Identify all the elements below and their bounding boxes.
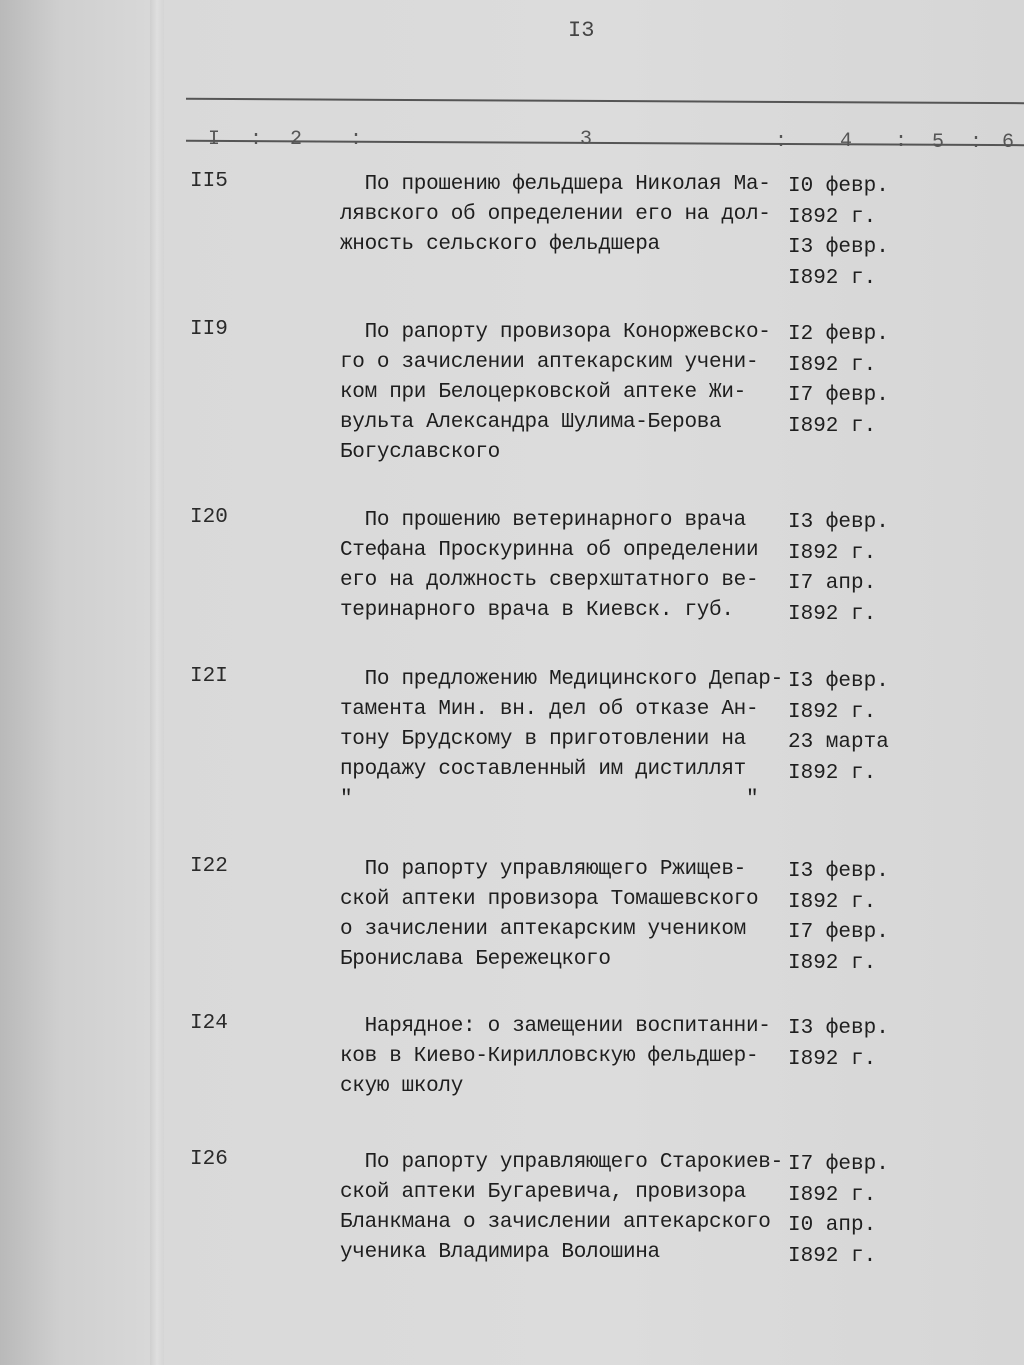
entry-dates	[788, 1014, 889, 1075]
entry-number: I22	[190, 855, 228, 878]
description-line: Бронислава Бережецкого	[340, 948, 611, 971]
entry-number: I2I	[190, 665, 228, 688]
page-number: I3	[568, 18, 595, 43]
column-separator: :	[775, 130, 788, 153]
date-line: I3 февр.	[788, 1017, 889, 1040]
date-line: I3 февр.	[788, 236, 889, 259]
description-line: продажу составленный им дистиллят	[340, 758, 746, 781]
description-line: его на должность сверхштатного ве-	[340, 569, 759, 592]
date-line: I892 г.	[788, 541, 877, 565]
date-line: I892 г.	[788, 1047, 877, 1071]
description-line: тону Брудскому в приготовлении на	[340, 728, 746, 751]
column-separator: :	[350, 128, 363, 151]
date-line: I892 г.	[788, 205, 877, 229]
entry-dates	[788, 172, 889, 294]
date-line: I0 апр.	[788, 1214, 877, 1237]
entry-description	[340, 170, 771, 260]
column-header: 3	[580, 128, 593, 151]
date-line: I7 февр.	[788, 384, 889, 407]
entry-description	[340, 665, 783, 815]
date-line: I7 апр.	[788, 572, 877, 595]
column-separator: :	[970, 131, 983, 154]
description-line: вульта Александра Шулима-Берова	[340, 411, 722, 434]
description-line: Нарядное: о замещении воспитанни-	[340, 1015, 771, 1038]
header-top-rule	[186, 98, 1024, 104]
description-line: " "	[340, 788, 759, 811]
date-line: I892 г.	[788, 1183, 877, 1207]
description-line: ученика Владимира Волошина	[340, 1241, 660, 1264]
description-line: лявского об определении его на дол-	[340, 203, 771, 226]
description-line: По прошению фельдшера Николая Ма-	[340, 173, 771, 196]
column-separator: :	[250, 128, 263, 151]
description-line: ской аптеки Бугаревича, провизора	[340, 1181, 746, 1204]
description-line: ской аптеки провизора Томашевского	[340, 888, 759, 911]
date-line: I892 г.	[788, 890, 877, 914]
description-line: ков в Киево-Кирилловскую фельдшер-	[340, 1045, 759, 1068]
date-line: I892 г.	[788, 414, 877, 438]
description-line: о зачислении аптекарским учеником	[340, 918, 746, 941]
entry-description	[340, 855, 758, 975]
description-line: тамента Мин. вн. дел об отказе Ан-	[340, 698, 759, 721]
date-line: I892 г.	[788, 700, 877, 724]
column-separator: :	[895, 130, 908, 153]
description-line: Стефана Проскуринна об определении	[340, 539, 759, 562]
description-line: По рапорту управляющего Старокиев-	[340, 1151, 783, 1174]
description-line: жность сельского фельдшера	[340, 233, 660, 256]
column-header: I	[208, 128, 221, 151]
entry-dates	[788, 857, 889, 979]
column-header: 4	[840, 130, 853, 153]
description-line: Бланкмана о зачислении аптекарского	[340, 1211, 771, 1234]
date-line: I892 г.	[788, 266, 877, 290]
entry-number: I24	[190, 1012, 228, 1035]
date-line: I0 февр.	[788, 175, 889, 198]
date-line: I3 февр.	[788, 511, 889, 534]
column-header: 2	[290, 128, 303, 151]
date-line: I7 февр.	[788, 1153, 889, 1176]
entry-description	[340, 1148, 783, 1268]
description-line: го о зачислении аптекарским учени-	[340, 351, 759, 374]
date-line: I892 г.	[788, 602, 877, 626]
description-line: По рапорту управляющего Ржищев-	[340, 858, 746, 881]
date-line: I892 г.	[788, 951, 877, 975]
description-line: По предложению Медицинского Депар-	[340, 668, 783, 691]
description-line: По прошению ветеринарного врача	[340, 509, 746, 532]
entry-number: II9	[190, 318, 228, 341]
description-line: Богуславского	[340, 441, 500, 464]
entry-description	[340, 506, 758, 626]
date-line: I892 г.	[788, 761, 877, 785]
column-header: 6	[1002, 131, 1015, 154]
entry-number: II5	[190, 170, 228, 193]
description-line: По рапорту провизора Коноржевско-	[340, 321, 771, 344]
entry-dates	[788, 1150, 889, 1272]
column-header: 5	[932, 131, 945, 154]
entry-dates	[788, 320, 889, 442]
date-line: 23 марта	[788, 731, 889, 754]
date-line: I3 февр.	[788, 860, 889, 883]
date-line: I892 г.	[788, 353, 877, 377]
entry-dates	[788, 667, 889, 789]
date-line: I3 февр.	[788, 670, 889, 693]
page-fold	[150, 0, 164, 1365]
entry-dates	[788, 508, 889, 630]
date-line: I892 г.	[788, 1244, 877, 1268]
date-line: I2 февр.	[788, 323, 889, 346]
entry-description	[340, 1012, 771, 1102]
description-line: скую школу	[340, 1075, 464, 1098]
entry-number: I26	[190, 1148, 228, 1171]
description-line: теринарного врача в Киевск. губ.	[340, 599, 734, 622]
entry-number: I20	[190, 506, 228, 529]
description-line: ком при Белоцерковской аптеке Жи-	[340, 381, 746, 404]
entry-description	[340, 318, 771, 468]
date-line: I7 февр.	[788, 921, 889, 944]
